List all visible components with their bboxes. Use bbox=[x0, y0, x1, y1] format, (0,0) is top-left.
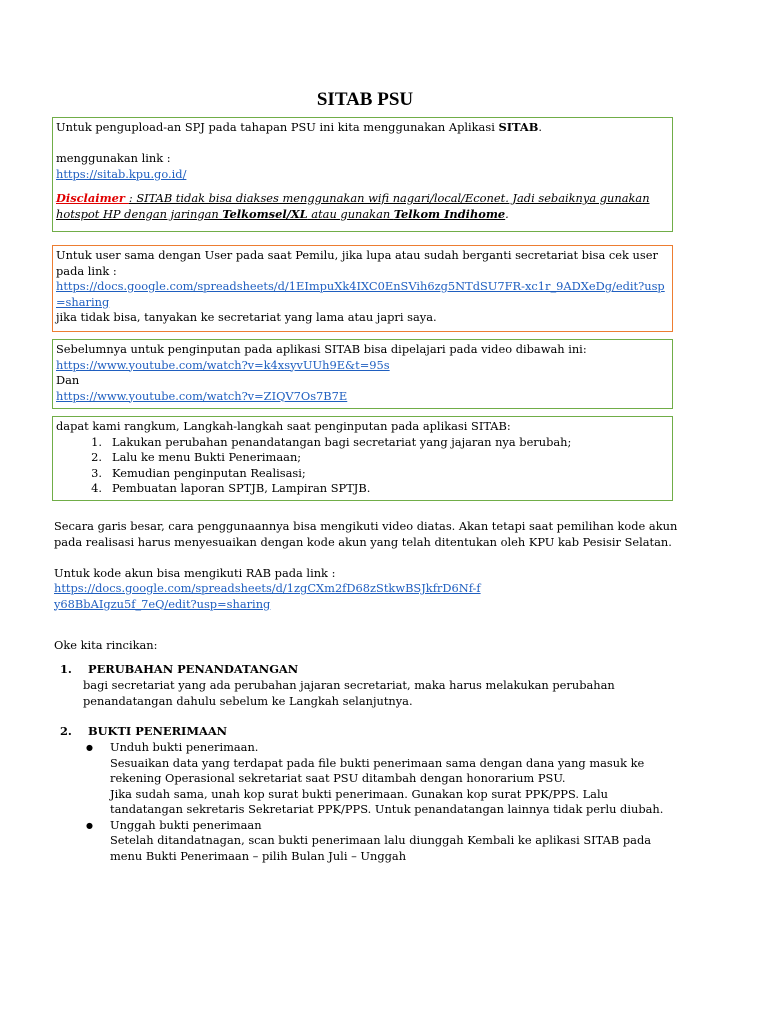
user-text: Untuk user sama dengan User pada saat Pemilu, jika lupa atau sudah berganti secretariat bisa cek user pada link : bbox=[56, 248, 658, 278]
video-box bbox=[52, 339, 673, 409]
list-text: Pembuatan laporan SPTJB, Lampiran SPTJB. bbox=[112, 481, 371, 495]
spacer bbox=[56, 182, 668, 191]
section-number: 1. bbox=[60, 662, 72, 676]
section-1-body: bagi secretariat yang ada perubahan jajaran secretariat, maka harus melakukan perubahan penandatangan dahulu sebelum ke Langkah selanjutnya. bbox=[83, 678, 615, 708]
bullet-icon: ● bbox=[86, 743, 93, 752]
sitab-link[interactable]: https://sitab.kpu.go.id/ bbox=[56, 166, 187, 181]
list-item bbox=[56, 450, 668, 466]
list-text: Lalu ke menu Bukti Penerimaan; bbox=[112, 450, 302, 464]
disclaimer-telkomsel: Telkomsel/XL bbox=[222, 206, 308, 221]
intro-line bbox=[56, 120, 668, 136]
video-link-1[interactable]: https://www.youtube.com/watch?v=k4xsyvUUh9E&t=95s bbox=[56, 357, 390, 372]
disclaimer-text: : SITAB tidak bisa diakses menggunakan wifi nagari/local/Econet. Jadi sebaiknya gunakan hotspot HP dengan jaringan bbox=[56, 191, 650, 221]
list-item bbox=[56, 435, 668, 451]
list-item bbox=[56, 466, 668, 482]
rincian-text: Oke kita rincikan: bbox=[54, 638, 158, 652]
disclaimer-indihome: Telkom Indihome bbox=[393, 206, 506, 221]
page-title: SITAB PSU bbox=[316, 89, 414, 110]
disclaimer-label: Disclaimer bbox=[56, 191, 129, 205]
section-1-heading bbox=[60, 662, 298, 678]
steps-intro: dapat kami rangkum, Langkah-langkah saat penginputan pada aplikasi SITAB: bbox=[56, 419, 511, 433]
user-note: jika tidak bisa, tanyakan ke secretariat yang lama atau japri saya. bbox=[56, 310, 437, 324]
section-2-heading bbox=[60, 724, 227, 740]
bullet-icon: ● bbox=[86, 820, 93, 830]
list-item bbox=[56, 481, 668, 497]
list-text: Lakukan perubahan penandatangan bagi secretariat yang jajaran nya berubah; bbox=[112, 434, 572, 449]
intro-box bbox=[52, 117, 673, 232]
rab-label: Untuk kode akun bisa mengikuti RAB pada link : bbox=[54, 566, 336, 580]
sitab-bold: SITAB bbox=[498, 120, 539, 134]
list-number: 1. bbox=[91, 434, 102, 449]
section-title: PERUBAHAN PENANDATANGAN bbox=[88, 662, 299, 676]
bullet-title: Unduh bukti penerimaan. bbox=[110, 740, 259, 754]
bullet-body: Sesuaikan data yang terdapat pada file bukti penerimaan sama dengan dana yang masuk ke rekening Operasional sekretariat saat PSU ditambah dengan honorarium PSU. bbox=[110, 755, 645, 785]
bullet-body: Setelah ditandatnagan, scan bukti penerimaan lalu diunggah Kembali ke aplikasi SITAB pada menu Bukti Penerimaan – pilih Bulan Juli – Unggah bbox=[110, 833, 652, 863]
list-number: 3. bbox=[91, 465, 102, 480]
disclaimer bbox=[56, 191, 668, 222]
link-label: menggunakan link : bbox=[56, 151, 171, 165]
user-sheet-link[interactable]: https://docs.google.com/spreadsheets/d/1EImpuXk4IXC0EnSVih6zg5NTdSU7FR-xc1r_9ADXeDg/edit?usp=sharing bbox=[56, 279, 665, 309]
user-box bbox=[52, 245, 673, 332]
section-title: BUKTI PENERIMAAN bbox=[88, 724, 228, 738]
list-text: Kemudian penginputan Realisasi; bbox=[112, 465, 306, 480]
intro-period: . bbox=[538, 120, 542, 134]
spacer bbox=[56, 136, 668, 152]
bullet-item bbox=[83, 740, 683, 818]
bullet-title: Unggah bukti penerimaan bbox=[110, 817, 262, 832]
list-number: 2. bbox=[91, 450, 102, 464]
bullet-body: Jika sudah sama, unah kop surat bukti penerimaan. Gunakan kop surat PPK/PPS. Lalu tandatangan sekretaris Sekretariat PPK/PPS. Untuk penandatangan lainnya tidak perlu diubah. bbox=[110, 786, 664, 816]
video-text: Sebelumnya untuk penginputan pada aplikasi SITAB bisa dipelajari pada video dibawah ini: bbox=[56, 342, 587, 356]
overview-paragraph: Secara garis besar, cara penggunaannya bisa mengikuti video diatas. Akan tetapi saat pemilihan kode akun pada realisasi harus menyesuaikan dengan kode akun yang telah ditentukan oleh KPU kab Pesisir Selatan. bbox=[54, 519, 678, 549]
rab-link[interactable]: https://docs.google.com/spreadsheets/d/1zgCXm2fD68zStkwBSJkfrD6Nf-fy68BbAIgzu5f_7eQ/edit?usp=sharing bbox=[54, 581, 481, 611]
section-2-bullets bbox=[83, 740, 683, 864]
disclaimer-end: . bbox=[505, 206, 509, 221]
intro-text: Untuk pengupload-an SPJ pada tahapan PSU ini kita menggunakan Aplikasi bbox=[56, 120, 499, 134]
bullet-item bbox=[83, 818, 683, 865]
dan-text: Dan bbox=[56, 373, 80, 387]
disclaimer-mid: atau gunakan bbox=[307, 206, 394, 221]
video-link-2[interactable]: https://www.youtube.com/watch?v=ZIQV7Os7B7E bbox=[56, 388, 348, 403]
list-number: 4. bbox=[91, 481, 102, 495]
steps-box bbox=[52, 416, 673, 501]
section-number: 2. bbox=[60, 724, 72, 738]
